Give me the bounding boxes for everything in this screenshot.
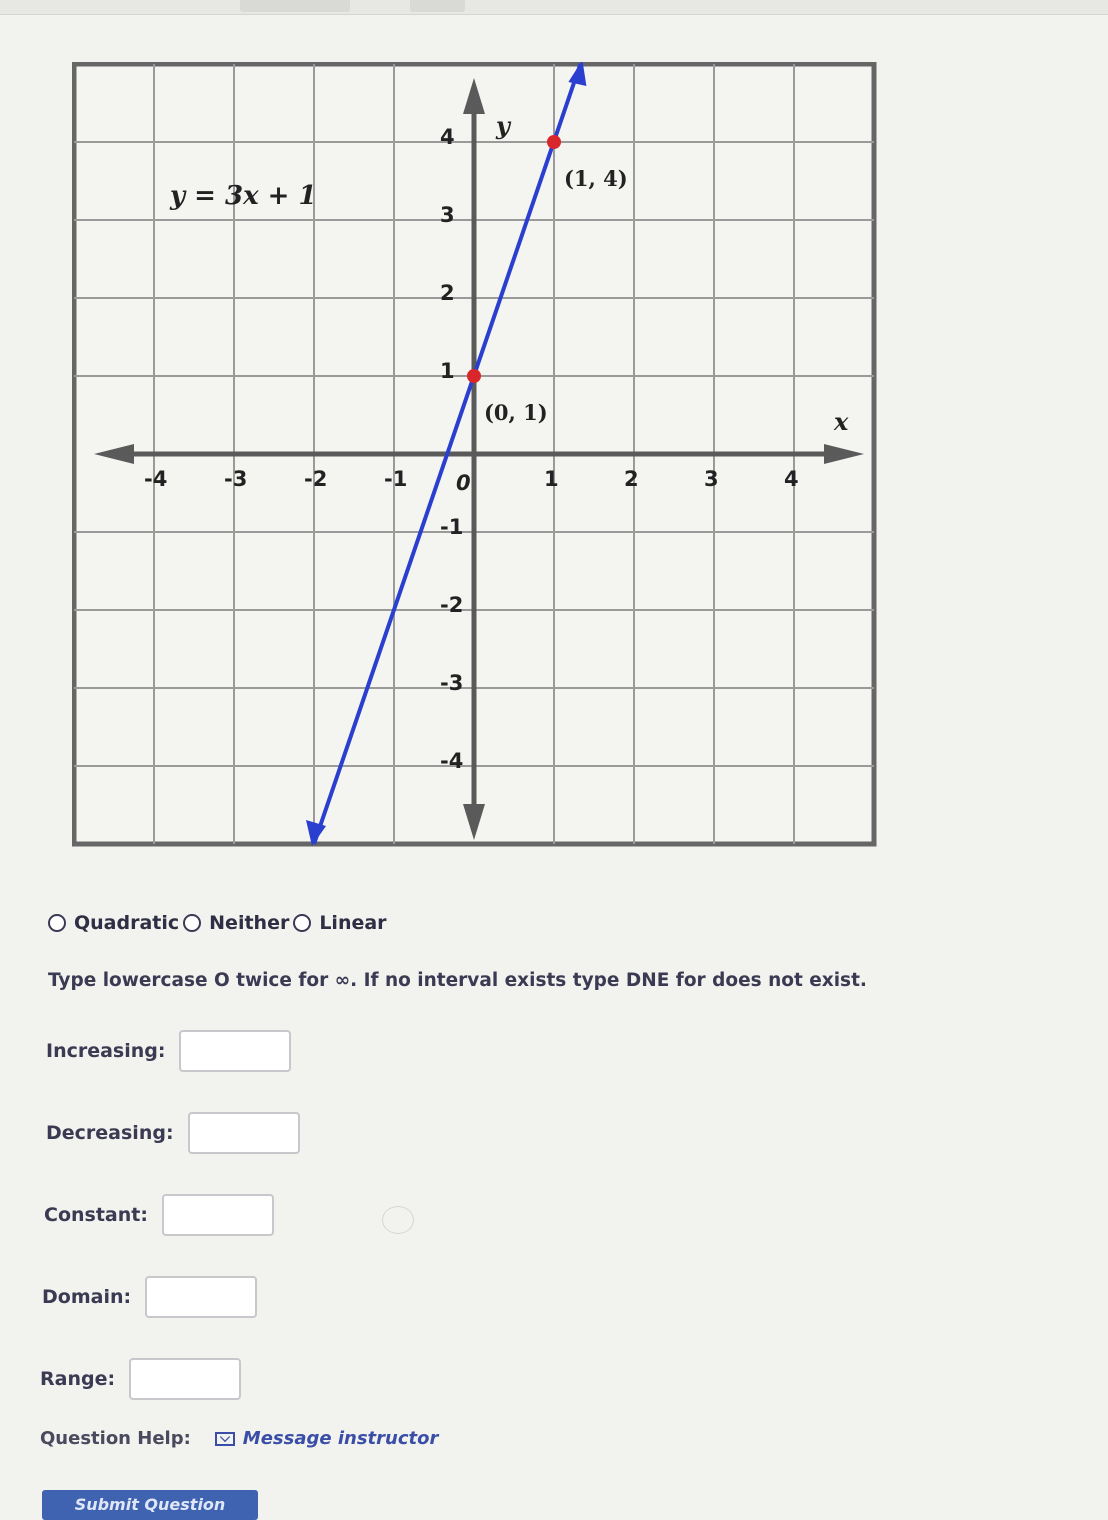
top-tab[interactable] [410, 0, 465, 12]
decreasing-input[interactable] [188, 1112, 300, 1154]
constant-input[interactable] [162, 1194, 274, 1236]
graph-point [547, 135, 561, 149]
mail-icon[interactable] [215, 1432, 235, 1446]
graph [72, 62, 882, 852]
y-tick-label: 2 [440, 281, 455, 305]
x-tick-label: -3 [224, 467, 248, 491]
x-tick-label: 2 [624, 467, 639, 491]
x-tick-label: 4 [784, 467, 799, 491]
stray-circle-mark [382, 1206, 414, 1234]
domain-label: Domain: [42, 1286, 132, 1308]
top-tab[interactable] [240, 0, 350, 12]
y-tick-label: 1 [440, 359, 455, 383]
browser-top-bar [0, 0, 1108, 15]
option-quadratic[interactable] [48, 912, 179, 934]
y-tick-label: -4 [440, 749, 464, 773]
x-tick-label: -2 [304, 467, 328, 491]
y-tick-label: -3 [440, 671, 464, 695]
option-label: Linear [319, 912, 387, 934]
coordinate-plane [72, 62, 882, 852]
range-row [40, 1358, 241, 1400]
question-help [40, 1428, 438, 1449]
question-help-label: Question Help: [40, 1428, 191, 1449]
radio-button[interactable] [293, 914, 311, 932]
point-label: (1, 4) [564, 166, 628, 191]
constant-label: Constant: [44, 1204, 148, 1226]
origin-label: 0 [456, 471, 471, 495]
graph-point [467, 369, 481, 383]
function-type-options [48, 912, 387, 934]
option-label: Neither [209, 912, 290, 934]
option-neither[interactable] [179, 912, 289, 934]
y-tick-label: 3 [440, 203, 455, 227]
domain-input[interactable] [145, 1276, 257, 1318]
domain-row [42, 1276, 257, 1318]
x-tick-label: 1 [544, 467, 559, 491]
decreasing-label: Decreasing: [46, 1122, 174, 1144]
option-linear[interactable] [289, 912, 386, 934]
range-label: Range: [40, 1368, 116, 1390]
submit-question-button[interactable]: Submit Question [42, 1490, 258, 1520]
y-tick-label: 4 [440, 125, 455, 149]
x-tick-label: -4 [144, 467, 168, 491]
x-axis-label: x [834, 407, 849, 436]
radio-button[interactable] [48, 914, 66, 932]
equation-label: y = 3x + 1 [170, 181, 317, 211]
increasing-row [46, 1030, 291, 1072]
x-tick-label: 3 [704, 467, 719, 491]
increasing-label: Increasing: [46, 1040, 166, 1062]
message-instructor-link[interactable]: Message instructor [242, 1428, 439, 1449]
y-tick-label: -1 [440, 515, 464, 539]
range-input[interactable] [129, 1358, 241, 1400]
increasing-input[interactable] [179, 1030, 291, 1072]
point-label: (0, 1) [484, 400, 548, 425]
y-tick-label: -2 [440, 593, 464, 617]
instructions-text: Type lowercase O twice for ∞. If no interval exists type DNE for does not exist. [48, 970, 867, 991]
radio-button[interactable] [183, 914, 201, 932]
x-tick-label: -1 [384, 467, 408, 491]
decreasing-row [46, 1112, 300, 1154]
option-label: Quadratic [74, 912, 180, 934]
constant-row [44, 1194, 274, 1236]
y-axis-label: y [496, 111, 510, 140]
